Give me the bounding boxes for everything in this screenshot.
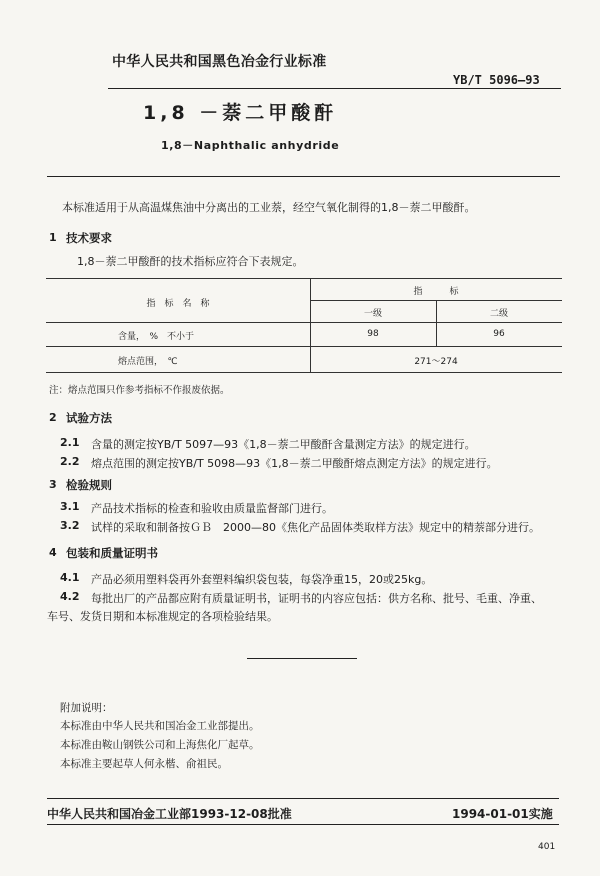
standard-org-heading: 中华人民共和国黑色冶金行业标准: [112, 54, 327, 70]
footer-bottom-rule: [47, 824, 559, 825]
section-1-text: 1,8－萘二甲酸酐的技术指标应符合下表规定。: [77, 255, 304, 268]
table-bottom-border: [46, 372, 562, 373]
end-separator: [247, 658, 357, 659]
page-number: 401: [538, 842, 556, 852]
section-3-number: 3: [49, 478, 57, 491]
additional-line-1: 本标准由中华人民共和国冶金工业部提出。: [60, 720, 260, 732]
title-rule: [47, 176, 560, 177]
table-note: 注：熔点范围只作参考指标不作报废依据。: [49, 385, 230, 396]
page-title: 1,8 －萘二甲酸酐: [143, 102, 338, 124]
table-grade-2: 二级: [489, 309, 508, 319]
table-top-border: [46, 278, 562, 279]
table-header-bottom: [46, 322, 562, 323]
effective-date: 1994-01-01实施: [452, 807, 553, 821]
item-3-2-number: 3.2: [60, 519, 80, 532]
item-4-2-text: 每批出厂的产品都应附有质量证明书，证明书的内容应包括：供方名称、批号、毛重、净重、: [91, 592, 542, 605]
table-row2-value: 271～274: [414, 357, 458, 367]
section-3-title: 检验规则: [66, 478, 112, 492]
section-1-title: 技术要求: [66, 231, 112, 245]
item-2-2-text: 熔点范围的测定按YB/T 5098—93《1,8－萘二甲酸酐熔点测定方法》的规定进行。: [91, 457, 498, 470]
item-3-1-text: 产品技术指标的检查和验收由质量监督部门进行。: [91, 502, 333, 515]
table-row1-bottom: [46, 346, 562, 347]
standard-code: YB/T 5096—93: [453, 73, 540, 87]
item-4-2-continuation: 车号、发货日期和本标准规定的各项检验结果。: [47, 610, 278, 623]
item-3-2-text: 试样的采取和制备按ＧＢ 2000—80《焦化产品固体类取样方法》规定中的精萘部分进行。: [91, 521, 540, 534]
additional-line-3: 本标准主要起草人何永楷、俞祖民。: [60, 758, 228, 770]
item-4-1-number: 4.1: [60, 571, 80, 584]
scope-text: 本标准适用于从高温煤焦油中分离出的工业萘，经空气氧化制得的1,8－萘二甲酸酐。: [62, 201, 476, 214]
header-rule: [108, 88, 561, 89]
item-2-1-text: 含量的测定按YB/T 5097—93《1,8－萘二甲酸酐含量测定方法》的规定进行。: [91, 438, 476, 451]
table-row1-grade1-value: 98: [367, 329, 379, 339]
section-4-number: 4: [49, 546, 57, 559]
section-2-title: 试验方法: [66, 411, 112, 425]
table-row1-name: 含量， % 不小于: [118, 332, 195, 342]
item-2-2-number: 2.2: [60, 455, 80, 468]
item-3-1-number: 3.1: [60, 500, 80, 513]
table-header-index: 指 标: [413, 287, 459, 297]
section-2-number: 2: [49, 411, 57, 424]
item-2-1-number: 2.1: [60, 436, 80, 449]
table-row2-name: 熔点范围， ℃: [118, 357, 178, 367]
additional-heading: 附加说明：: [60, 702, 113, 714]
item-4-1-text: 产品必须用塑料袋再外套塑料编织袋包装，每袋净重15，20或25kg。: [91, 573, 433, 586]
item-4-2-number: 4.2: [60, 590, 80, 603]
section-1-number: 1: [49, 231, 57, 244]
english-title: 1,8－Naphthalic anhydride: [161, 139, 340, 152]
table-grade-1: 一级: [363, 309, 382, 319]
table-header-name: 指 标 名 称: [146, 299, 210, 309]
table-row1-grade2-value: 96: [493, 329, 505, 339]
approval-date: 中华人民共和国冶金工业部1993-12-08批准: [47, 807, 292, 821]
section-4-title: 包装和质量证明书: [66, 546, 158, 560]
additional-line-2: 本标准由鞍山钢铁公司和上海焦化厂起草。: [60, 739, 260, 751]
footer-top-rule: [47, 798, 559, 799]
